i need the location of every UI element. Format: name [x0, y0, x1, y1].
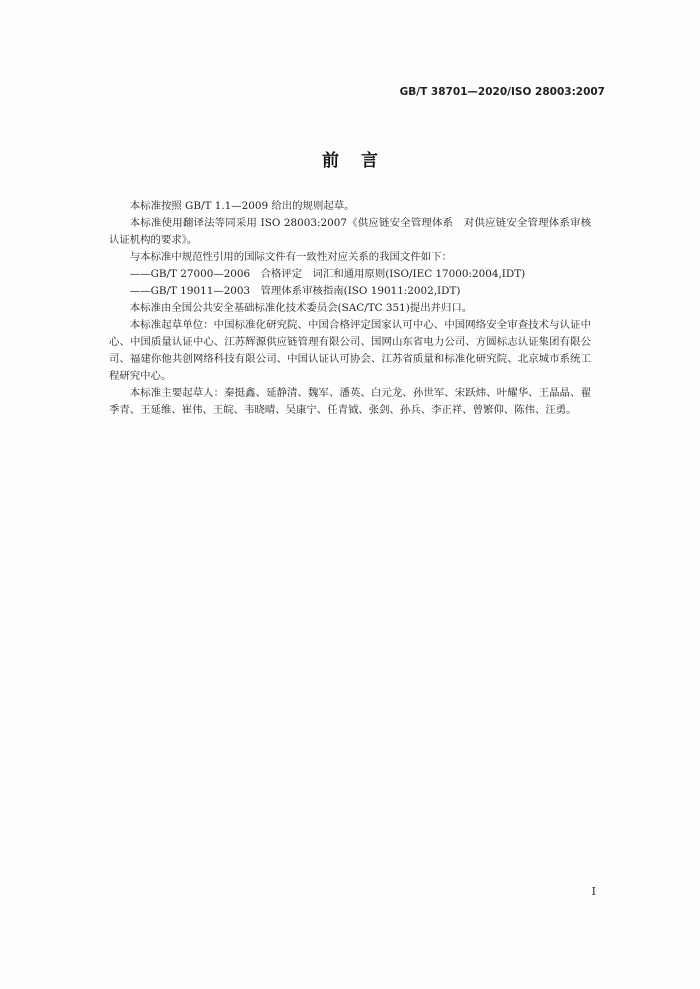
standard-code: GB/T 38701—2020/ISO 28003:2007	[399, 86, 605, 98]
paragraph-drafting-rules: 本标准按照 GB/T 1.1—2009 给出的规则起草。	[129, 200, 355, 212]
paragraph-drafting-units: 本标准起草单位：中国标准化研究院、中国合格评定国家认可中心、中国网络安全审查技术与认证中心、中国质量认证中心、江苏辉源供应链管理有限公司、国网山东省电力公司、方圆标志认证集团有限公司、福建你他共创网络科技有限公司、中国认证认可协会、江苏省质量和标准化研究院、北京城市系统工程研究中心。	[109, 319, 591, 382]
paragraph-proposer: 本标准由全国公共安全基础标准化技术委员会(SAC/TC 351)提出并归口。	[129, 302, 473, 314]
page-number: I	[591, 885, 596, 898]
foreword-body	[109, 198, 591, 419]
paragraph-correspondence: 与本标准中规范性引用的国际文件有一致性对应关系的我国文件如下：	[129, 251, 452, 263]
reference-gbt-27000: ——GB/T 27000—2006 合格评定 词汇和通用原则(ISO/IEC 17000:2004,IDT)	[129, 268, 526, 280]
page-title: 前言	[322, 151, 400, 171]
paragraph-drafters: 本标准主要起草人：秦挺鑫、延静清、魏军、潘英、白元龙、孙世军、宋跃炜、叶耀华、王晶晶、翟季青、王延维、崔伟、王皖、韦晓晴、吴康宁、任青钺、张剑、孙兵、李正祥、曾繁仰、陈伟、汪勇。	[109, 387, 591, 416]
reference-gbt-19011: ——GB/T 19011—2003 管理体系审核指南(ISO 19011:2002,IDT)	[129, 285, 461, 297]
paragraph-adoption: 本标准使用翻译法等同采用 ISO 28003:2007《供应链安全管理体系 对供应链安全管理体系审核认证机构的要求》。	[109, 217, 591, 246]
